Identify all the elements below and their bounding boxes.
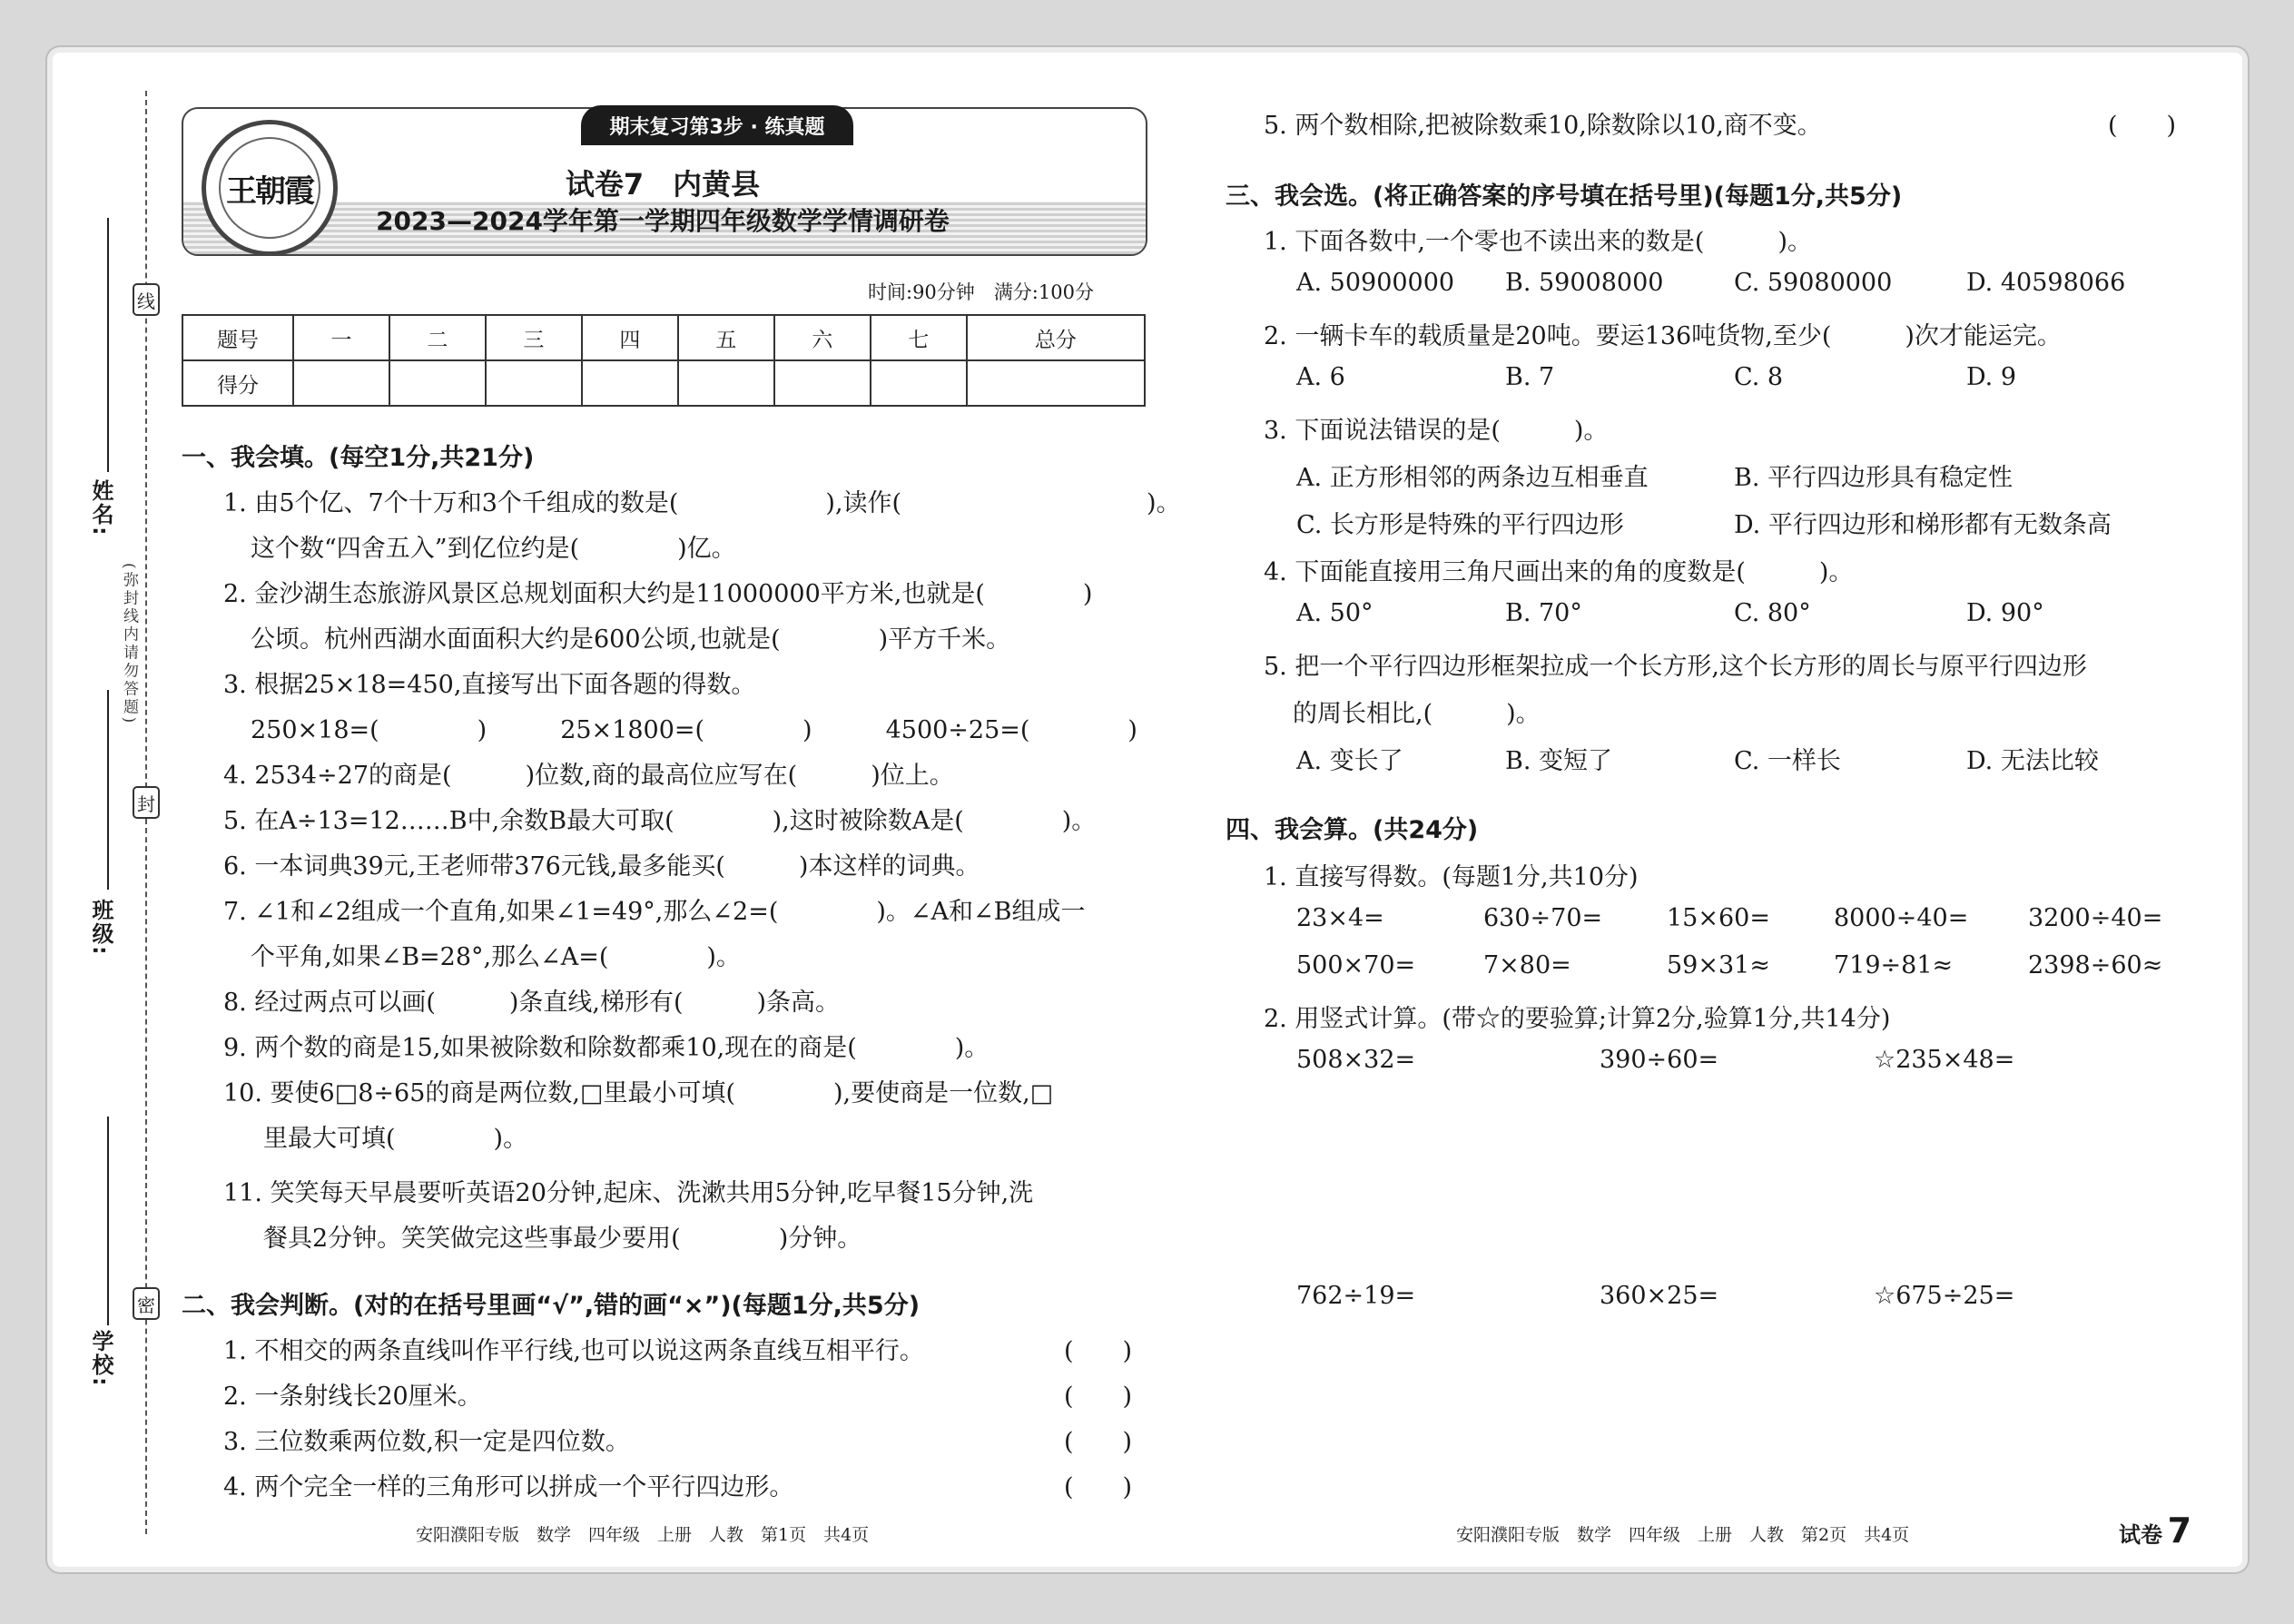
question-line: 7. ∠1和∠2组成一个直角,如果∠1=49°,那么∠2=( )。∠A和∠B组成一 — [223, 898, 1086, 926]
choice-option[interactable]: D. 40598066 — [1966, 269, 2126, 297]
score-table-cell: 总分 — [967, 315, 1145, 360]
oral-calc[interactable]: 7×80= — [1483, 951, 1571, 979]
answer-paren[interactable]: ( ) — [2108, 112, 2177, 140]
question-line: 1. 由5个亿、7个十万和3个千组成的数是( ),读作( )。 — [223, 489, 1181, 517]
exam-num: 7 — [2167, 1511, 2192, 1550]
score-box[interactable] — [967, 360, 1145, 406]
vertical-calc[interactable]: 390÷60= — [1600, 1046, 1719, 1074]
section1-title: 一、我会填。(每空1分,共21分) — [182, 444, 535, 472]
oral-calc[interactable]: 23×4= — [1296, 904, 1384, 932]
choice-option[interactable]: A. 50° — [1296, 599, 1373, 627]
footer-left: 安阳濮阳专版 数学 四年级 上册 人教 第1页 共4页 — [416, 1525, 870, 1545]
judge-item: 3. 三位数乘两位数,积一定是四位数。 — [223, 1428, 630, 1456]
class-write-line — [107, 690, 109, 890]
score-table-cell: 六 — [774, 315, 871, 360]
judge-item: 5. 两个数相除,把被除数乘10,除数除以10,商不变。 — [1264, 112, 1822, 140]
choice-option[interactable]: A. 正方形相邻的两条边互相垂直 — [1296, 464, 1649, 492]
question-line: 9. 两个数的商是15,如果被除数和除数都乘10,现在的商是( )。 — [223, 1034, 989, 1062]
class-label: 班级: — [88, 899, 113, 957]
choice-option[interactable]: B. 70° — [1505, 599, 1582, 627]
question-line: 里最大可填( )。 — [263, 1125, 528, 1153]
choice-option[interactable]: C. 长方形是特殊的平行四边形 — [1296, 511, 1624, 539]
score-box[interactable] — [293, 360, 389, 406]
score-label: 得分 — [182, 360, 293, 406]
score-table-cell: 五 — [678, 315, 774, 360]
question-line: 4. 2534÷27的商是( )位数,商的最高位应写在( )位上。 — [223, 762, 954, 790]
school-write-line — [107, 1117, 109, 1325]
question-line: 5. 在A÷13=12……B中,余数B最大可取( ),这时被除数A是( )。 — [223, 807, 1097, 835]
choice-question: 2. 一辆卡车的载质量是20吨。要运136吨货物,至少( )次才能运完。 — [1264, 322, 2062, 350]
exam-label: 试卷 — [2119, 1522, 2162, 1548]
score-box[interactable] — [582, 360, 678, 406]
exam-subtitle: 2023—2024学年第一学期四年级数学学情调研卷 — [376, 206, 950, 236]
choice-option[interactable]: B. 7 — [1505, 363, 1555, 391]
vertical-calc[interactable]: 360×25= — [1600, 1282, 1719, 1310]
judge-item: 2. 一条射线长20厘米。 — [223, 1383, 482, 1411]
question-line: 11. 笑笑每天早晨要听英语20分钟,起床、洗漱共用5分钟,吃早餐15分钟,洗 — [223, 1179, 1034, 1207]
binding-seal-mark: 封 — [133, 786, 160, 819]
oral-calc[interactable]: 2398÷60≈ — [2028, 951, 2163, 979]
judge-item: 4. 两个完全一样的三角形可以拼成一个平行四边形。 — [223, 1473, 794, 1501]
vertical-calc[interactable]: 508×32= — [1296, 1046, 1416, 1074]
answer-paren[interactable]: ( ) — [1064, 1337, 1133, 1365]
question-line: 10. 要使6□8÷65的商是两位数,□里最小可填( ),要使商是一位数,□ — [223, 1079, 1054, 1107]
choice-option[interactable]: A. 变长了 — [1296, 747, 1403, 775]
choice-option[interactable]: B. 变短了 — [1505, 747, 1613, 775]
binding-seal2-mark: 密 — [133, 1287, 160, 1320]
section4-title: 四、我会算。(共24分) — [1226, 816, 1479, 844]
score-box[interactable] — [774, 360, 871, 406]
choice-option[interactable]: D. 9 — [1966, 363, 2017, 391]
choice-question: 5. 把一个平行四边形框架拉成一个长方形,这个长方形的周长与原平行四边形 — [1264, 653, 2087, 681]
oral-calc[interactable]: 15×60= — [1667, 904, 1770, 932]
oral-calc[interactable]: 59×31≈ — [1667, 951, 1770, 979]
question-line: 2. 金沙湖生态旅游风景区总规划面积大约是11000000平方米,也就是( ) — [223, 580, 1093, 608]
score-box[interactable] — [678, 360, 774, 406]
calc-subtitle: 2. 用竖式计算。(带☆的要验算;计算2分,验算1分,共14分) — [1264, 1005, 1891, 1033]
vertical-calc[interactable]: ☆235×48= — [1874, 1046, 2015, 1074]
score-table-cell: 三 — [486, 315, 582, 360]
binding-note: (弥封线内请勿答题) — [120, 563, 138, 726]
choice-option[interactable]: C. 59080000 — [1734, 269, 1893, 297]
question-line: 这个数“四舍五入”到亿位约是( )亿。 — [251, 535, 736, 563]
name-write-line — [107, 218, 109, 472]
name-label: 姓名: — [88, 479, 113, 537]
choice-question: 3. 下面说法错误的是( )。 — [1264, 417, 1609, 445]
choice-option[interactable]: A. 50900000 — [1296, 269, 1455, 297]
choice-option[interactable]: C. 8 — [1734, 363, 1784, 391]
exam-title: 试卷7 内黄县 — [565, 167, 761, 202]
question-line: 250×18=( ) 25×1800=( ) 4500÷25=( ) — [251, 716, 1137, 744]
score-table — [182, 314, 1146, 407]
oral-calc[interactable]: 719÷81≈ — [1834, 951, 1954, 979]
section2-title: 二、我会判断。(对的在括号里画“√”,错的画“×”)(每题1分,共5分) — [182, 1292, 921, 1320]
binding-line-mark: 线 — [133, 283, 160, 316]
choice-option[interactable]: D. 90° — [1966, 599, 2044, 627]
question-line: 3. 根据25×18=450,直接写出下面各题的得数。 — [223, 671, 756, 699]
exam-number-badge — [2119, 1511, 2191, 1550]
time-info: 时间:90分钟 满分:100分 — [868, 281, 1094, 303]
score-table-cell: 一 — [293, 315, 389, 360]
vertical-calc[interactable]: ☆675÷25= — [1874, 1282, 2015, 1310]
score-box[interactable] — [389, 360, 486, 406]
score-table-cell: 七 — [871, 315, 967, 360]
score-table-cell: 四 — [582, 315, 678, 360]
choice-option[interactable]: B. 59008000 — [1505, 269, 1664, 297]
section3-title: 三、我会选。(将正确答案的序号填在括号里)(每题1分,共5分) — [1226, 182, 1903, 211]
score-table-header-row — [182, 315, 1145, 360]
calc-subtitle: 1. 直接写得数。(每题1分,共10分) — [1264, 863, 1639, 891]
question-line: 8. 经过两点可以画( )条直线,梯形有( )条高。 — [223, 989, 841, 1017]
answer-paren[interactable]: ( ) — [1064, 1473, 1133, 1501]
score-table-cell: 二 — [389, 315, 486, 360]
choice-option[interactable]: C. 80° — [1734, 599, 1811, 627]
score-table-score-row — [182, 360, 1145, 406]
choice-question: 的周长相比,( )。 — [1293, 700, 1541, 728]
score-box[interactable] — [871, 360, 967, 406]
oral-calc[interactable]: 630÷70= — [1483, 904, 1603, 932]
score-table-cell: 题号 — [182, 315, 293, 360]
choice-question: 4. 下面能直接用三角尺画出来的角的度数是( )。 — [1264, 558, 1854, 586]
school-label: 学校: — [88, 1330, 113, 1388]
footer-right: 安阳濮阳专版 数学 四年级 上册 人教 第2页 共4页 — [1456, 1525, 1910, 1545]
question-line: 餐具2分钟。笑笑做完这些事最少要用( )分钟。 — [263, 1225, 862, 1253]
question-line: 公顷。杭州西湖水面面积大约是600公顷,也就是( )平方千米。 — [251, 625, 1011, 654]
oral-calc[interactable]: 500×70= — [1296, 951, 1416, 979]
choice-question: 1. 下面各数中,一个零也不读出来的数是( )。 — [1264, 228, 1812, 256]
logo-text: 王朝霞 — [219, 137, 320, 239]
choice-option[interactable]: D. 无法比较 — [1966, 747, 2099, 775]
choice-option[interactable]: C. 一样长 — [1734, 747, 1841, 775]
oral-calc[interactable]: 8000÷40= — [1834, 904, 1969, 932]
question-line: 个平角,如果∠B=28°,那么∠A=( )。 — [251, 943, 741, 971]
vertical-calc[interactable]: 762÷19= — [1296, 1282, 1416, 1310]
answer-paren[interactable]: ( ) — [1064, 1383, 1133, 1411]
question-line: 6. 一本词典39元,王老师带376元钱,最多能买( )本这样的词典。 — [223, 852, 980, 881]
choice-option[interactable]: D. 平行四边形和梯形都有无数条高 — [1734, 511, 2112, 539]
answer-paren[interactable]: ( ) — [1064, 1428, 1133, 1456]
choice-option[interactable]: B. 平行四边形具有稳定性 — [1734, 464, 2013, 492]
oral-calc[interactable]: 3200÷40= — [2028, 904, 2163, 932]
review-step-tab: 期末复习第3步 · 练真题 — [581, 105, 853, 145]
judge-item: 1. 不相交的两条直线叫作平行线,也可以说这两条直线互相平行。 — [223, 1337, 924, 1365]
score-box[interactable] — [486, 360, 582, 406]
choice-option[interactable]: A. 6 — [1296, 363, 1345, 391]
